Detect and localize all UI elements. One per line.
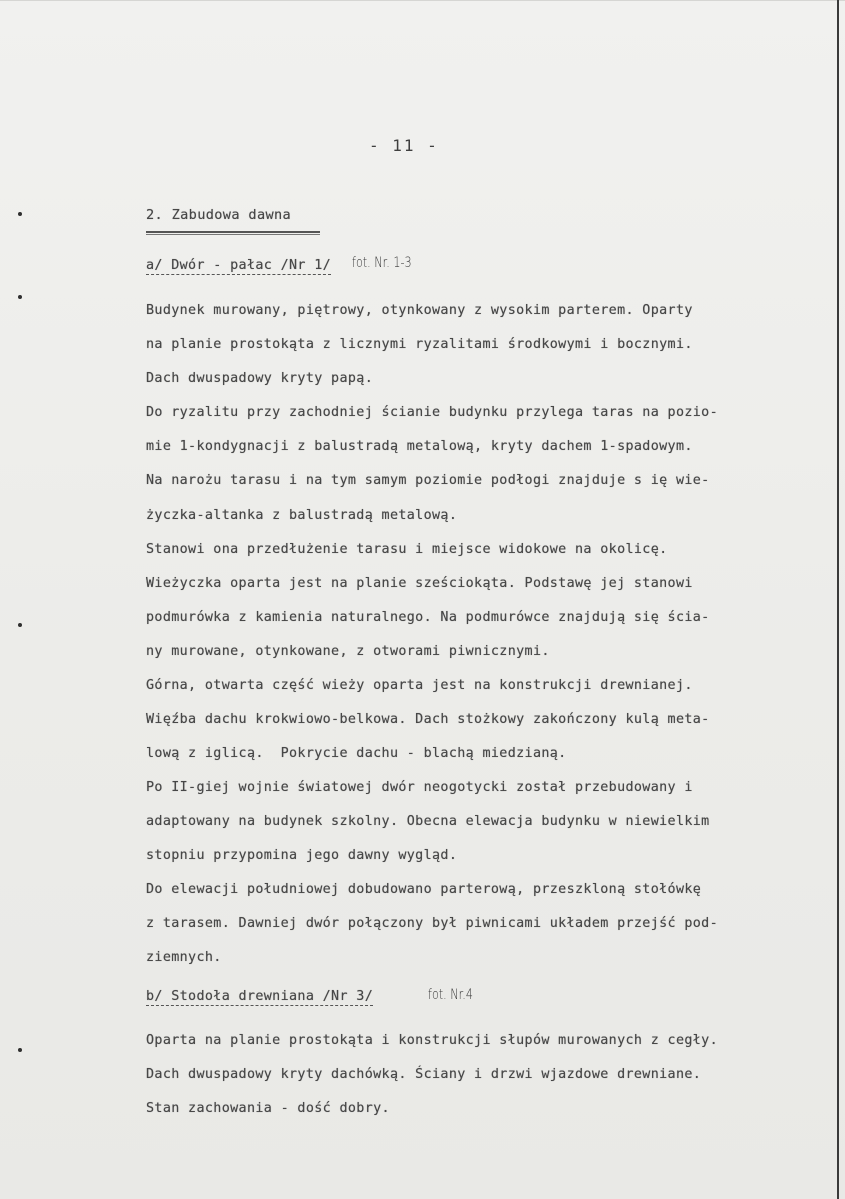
text-line: podmurówka z kamienia naturalnego. Na podmurówce znajdują się ścia- [146, 610, 710, 625]
text-line: mie 1-kondygnacji z balustradą metalową, kryty dachem 1-spadowym. [146, 439, 693, 454]
subsection-heading: a/ Dwór - pałac /Nr 1/ [146, 258, 332, 273]
binder-hole-mark [18, 295, 22, 299]
text-line: adaptowany na budynek szkolny. Obecna elewacja budynku w niewielkim [146, 814, 710, 829]
handwritten-note: fot. Nr. 1-3 [352, 255, 412, 271]
binder-hole-mark [18, 1048, 22, 1052]
text-line: Do ryzalitu przy zachodniej ścianie budynku przylega taras na pozio- [146, 405, 719, 420]
text-line: stopniu przypomina jego dawny wygląd. [146, 848, 458, 863]
text-line: lową z iglicą. Pokrycie dachu - blachą miedzianą. [146, 746, 567, 761]
page-right-edge [837, 0, 839, 1199]
binder-hole-mark [18, 623, 22, 627]
text-line: Stan zachowania - dość dobry. [146, 1101, 390, 1116]
text-line: Więźba dachu krokwiowo-belkowa. Dach stożkowy zakończony kulą meta- [146, 712, 710, 727]
text-line: Budynek murowany, piętrowy, otynkowany z wysokim parterem. Oparty [146, 303, 693, 318]
text-line: Wieżyczka oparta jest na planie sześciokąta. Podstawę jej stanowi [146, 576, 693, 591]
text-line: Na narożu tarasu i na tym samym poziomie podłogi znajduje s ię wie- [146, 473, 710, 488]
text-line: Po II-giej wojnie światowej dwór neogotycki został przebudowany i [146, 780, 693, 795]
text-line: ny murowane, otynkowane, z otworami piwnicznymi. [146, 644, 550, 659]
section-title: 2. Zabudowa dawna [146, 207, 292, 223]
text-line: Dach dwuspadowy kryty papą. [146, 371, 374, 386]
text-line: ziemnych. [146, 950, 222, 965]
section-title-underline [146, 234, 320, 235]
page-number: - 11 - [369, 136, 439, 155]
text-line: na planie prostokąta z licznymi ryzalitami środkowymi i bocznymi. [146, 337, 693, 352]
text-line: Dach dwuspadowy kryty dachówką. Ściany i drzwi wjazdowe drewniane. [146, 1067, 702, 1082]
binder-hole-mark [18, 212, 22, 216]
text-line: Stanowi ona przedłużenie tarasu i miejsce widokowe na okolicę. [146, 542, 668, 557]
text-line: z tarasem. Dawniej dwór połączony był piwnicami układem przejść pod- [146, 916, 719, 931]
handwritten-note: fot. Nr.4 [428, 987, 473, 1003]
section-title-underline [146, 231, 320, 233]
text-line: życzka-altanka z balustradą metalową. [146, 508, 458, 523]
page-top-edge [0, 0, 845, 1]
text-line: Górna, otwarta część wieży oparta jest na konstrukcji drewnianej. [146, 678, 693, 693]
text-line: Do elewacji południowej dobudowano parterową, przeszkloną stołówkę [146, 882, 702, 897]
subsection-heading: b/ Stodoła drewniana /Nr 3/ [146, 989, 374, 1004]
text-line: Oparta na planie prostokąta i konstrukcji słupów murowanych z cegły. [146, 1033, 719, 1048]
